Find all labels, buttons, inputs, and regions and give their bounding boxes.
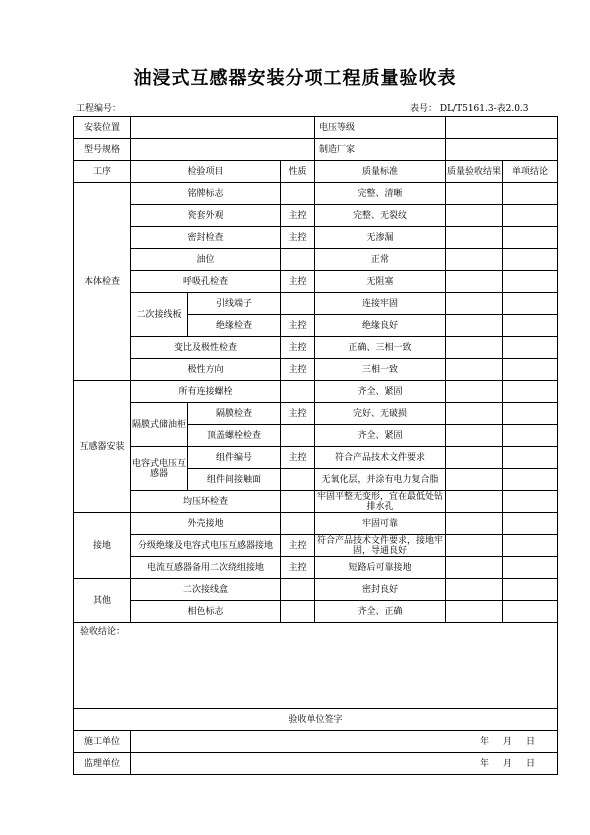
standard-cell: 无阻塞 — [315, 271, 446, 293]
result-cell[interactable] — [446, 381, 503, 403]
standard-cell: 正常 — [315, 249, 446, 271]
standard-cell: 完整、清晰 — [315, 183, 446, 205]
nature-cell — [281, 513, 315, 535]
table-row — [74, 271, 558, 293]
conclusion-cell[interactable] — [503, 359, 558, 381]
nature-cell: 主控 — [281, 557, 315, 579]
result-cell[interactable] — [446, 469, 503, 491]
item-cell: 密封检查 — [131, 227, 281, 249]
item-cell: 绝缘检查 — [188, 315, 281, 337]
sign-title-row — [74, 709, 558, 731]
standard-cell: 符合产品技术文件要求，接地牢固，导通良好 — [315, 535, 446, 557]
result-cell[interactable] — [446, 205, 503, 227]
standard-cell: 正确、三相一致 — [315, 337, 446, 359]
conclusion-cell[interactable] — [503, 183, 558, 205]
standard-cell: 连接牢固 — [315, 293, 446, 315]
construction-label: 施工单位 — [74, 731, 131, 753]
table-row — [74, 227, 558, 249]
result-cell[interactable] — [446, 447, 503, 469]
conclusion-cell[interactable] — [503, 403, 558, 425]
item-cell: 引线端子 — [188, 293, 281, 315]
conclusion-cell[interactable] — [503, 557, 558, 579]
conclusion-cell[interactable] — [503, 381, 558, 403]
item-cell: 极性方向 — [131, 359, 281, 381]
result-cell[interactable] — [446, 557, 503, 579]
subgroup-diaphragm-conservator: 隔膜式储油柜 — [131, 403, 188, 447]
standard-cell: 齐全、紧固 — [315, 425, 446, 447]
info-row — [74, 139, 558, 161]
form-number: 表号： DL/T5161.3-表2.0.3 — [410, 104, 529, 114]
project-number-label: 工程编号： — [76, 104, 122, 114]
col-nature: 性质 — [281, 161, 315, 183]
conclusion-cell[interactable] — [503, 271, 558, 293]
nature-cell — [281, 601, 315, 623]
table-row — [74, 601, 558, 623]
item-cell: 均压环检查 — [131, 491, 281, 513]
construction-row — [74, 731, 558, 753]
table-row — [74, 513, 558, 535]
result-cell[interactable] — [446, 271, 503, 293]
voltage-label: 电压等级 — [315, 117, 446, 139]
table-row — [74, 337, 558, 359]
table-row — [74, 535, 558, 557]
group-installation: 互感器安装 — [74, 381, 131, 513]
day-label: 日 — [525, 758, 535, 769]
result-cell[interactable] — [446, 491, 503, 513]
result-cell[interactable] — [446, 359, 503, 381]
result-cell[interactable] — [446, 601, 503, 623]
construction-sign-field[interactable] — [131, 731, 558, 753]
conclusion-cell[interactable] — [503, 425, 558, 447]
item-cell: 呼吸孔检查 — [131, 271, 281, 293]
acceptance-table — [73, 116, 558, 775]
nature-cell: 主控 — [281, 359, 315, 381]
maker-label: 制造厂家 — [315, 139, 446, 161]
standard-cell: 无氧化层，并涂有电力复合脂 — [315, 469, 446, 491]
conclusion-row — [74, 623, 558, 709]
voltage-field[interactable] — [446, 117, 558, 139]
nature-cell — [281, 293, 315, 315]
supervision-label: 监理单位 — [74, 753, 131, 775]
location-field[interactable] — [131, 117, 315, 139]
standard-cell: 符合产品技术文件要求 — [315, 447, 446, 469]
info-row — [74, 117, 558, 139]
conclusion-cell[interactable] — [503, 205, 558, 227]
supervision-sign-field[interactable] — [131, 753, 558, 775]
acceptance-conclusion[interactable]: 验收结论： — [74, 623, 558, 709]
subgroup-terminal-board: 二次接线板 — [131, 293, 188, 337]
standard-cell: 短路后可靠接地 — [315, 557, 446, 579]
table-row — [74, 249, 558, 271]
result-cell[interactable] — [446, 183, 503, 205]
nature-cell: 主控 — [281, 535, 315, 557]
nature-cell: 主控 — [281, 447, 315, 469]
location-label: 安装位置 — [74, 117, 131, 139]
group-grounding: 接地 — [74, 513, 131, 579]
item-cell: 瓷套外观 — [131, 205, 281, 227]
model-label: 型号规格 — [74, 139, 131, 161]
conclusion-cell[interactable] — [503, 293, 558, 315]
standard-cell: 无渗漏 — [315, 227, 446, 249]
table-row — [74, 359, 558, 381]
nature-cell — [281, 183, 315, 205]
item-cell: 外壳接地 — [131, 513, 281, 535]
result-cell[interactable] — [446, 425, 503, 447]
conclusion-cell[interactable] — [503, 337, 558, 359]
standard-cell: 牢固可靠 — [315, 513, 446, 535]
col-result: 质量验收结果 — [446, 161, 503, 183]
item-cell: 二次接线盒 — [131, 579, 281, 601]
nature-cell: 主控 — [281, 315, 315, 337]
table-row — [74, 491, 558, 513]
item-cell: 铭牌标志 — [131, 183, 281, 205]
day-label: 日 — [525, 736, 535, 747]
standard-cell: 齐全、正确 — [315, 601, 446, 623]
standard-cell: 完整、无裂纹 — [315, 205, 446, 227]
conclusion-cell[interactable] — [503, 579, 558, 601]
nature-cell — [281, 579, 315, 601]
conclusion-cell[interactable] — [503, 491, 558, 513]
conclusion-cell[interactable] — [503, 535, 558, 557]
header-row — [74, 161, 558, 183]
item-cell: 隔膜检查 — [188, 403, 281, 425]
standard-cell: 牢固平整无变形，宜在最低处钻排水孔 — [315, 491, 446, 513]
nature-cell — [281, 249, 315, 271]
standard-cell: 完好、无破损 — [315, 403, 446, 425]
page-title: 油浸式互感器安装分项工程质量验收表 — [133, 68, 457, 89]
supervision-row — [74, 753, 558, 775]
item-cell: 变比及极性检查 — [131, 337, 281, 359]
conclusion-cell[interactable] — [503, 469, 558, 491]
sign-title: 验收单位签字 — [74, 709, 558, 731]
item-cell: 相色标志 — [131, 601, 281, 623]
nature-cell: 主控 — [281, 205, 315, 227]
year-label: 年 — [479, 758, 489, 769]
nature-cell: 主控 — [281, 271, 315, 293]
result-cell[interactable] — [446, 293, 503, 315]
standard-cell: 密封良好 — [315, 579, 446, 601]
item-cell: 组件间接触面 — [188, 469, 281, 491]
item-cell: 油位 — [131, 249, 281, 271]
nature-cell: 主控 — [281, 227, 315, 249]
nature-cell — [281, 425, 315, 447]
item-cell: 所有连接螺栓 — [131, 381, 281, 403]
result-cell[interactable] — [446, 249, 503, 271]
col-standard: 质量标准 — [315, 161, 446, 183]
result-cell[interactable] — [446, 579, 503, 601]
standard-cell: 三相一致 — [315, 359, 446, 381]
nature-cell: 主控 — [281, 403, 315, 425]
result-cell[interactable] — [446, 337, 503, 359]
standard-cell: 绝缘良好 — [315, 315, 446, 337]
model-field[interactable] — [131, 139, 315, 161]
nature-cell — [281, 469, 315, 491]
result-cell[interactable] — [446, 403, 503, 425]
item-cell: 顶盖螺栓检查 — [188, 425, 281, 447]
conclusion-cell[interactable] — [503, 447, 558, 469]
result-cell[interactable] — [446, 535, 503, 557]
month-label: 月 — [502, 758, 512, 769]
conclusion-cell[interactable] — [503, 513, 558, 535]
conclusion-cell[interactable] — [503, 249, 558, 271]
subgroup-cvt: 电容式电压互感器 — [131, 447, 188, 491]
table-row — [74, 381, 558, 403]
year-label: 年 — [479, 736, 489, 747]
table-row — [74, 205, 558, 227]
item-cell: 分级绝缘及电容式电压互感器接地 — [131, 535, 281, 557]
table-row — [74, 183, 558, 205]
table-row — [74, 403, 558, 425]
item-cell: 电流互感器备用二次绕组接地 — [131, 557, 281, 579]
result-cell[interactable] — [446, 513, 503, 535]
month-label: 月 — [502, 736, 512, 747]
result-cell[interactable] — [446, 315, 503, 337]
nature-cell — [281, 381, 315, 403]
col-conclusion: 单项结论 — [503, 161, 558, 183]
table-row — [74, 557, 558, 579]
group-body-check: 本体检查 — [74, 183, 131, 381]
table-row — [74, 447, 558, 469]
standard-cell: 齐全、紧固 — [315, 381, 446, 403]
table-row — [74, 293, 558, 315]
conclusion-cell[interactable] — [503, 227, 558, 249]
group-other: 其他 — [74, 579, 131, 623]
table-row — [74, 579, 558, 601]
item-cell: 组件编号 — [188, 447, 281, 469]
result-cell[interactable] — [446, 227, 503, 249]
nature-cell — [281, 491, 315, 513]
conclusion-cell[interactable] — [503, 315, 558, 337]
conclusion-cell[interactable] — [503, 601, 558, 623]
nature-cell: 主控 — [281, 337, 315, 359]
col-item: 检验项目 — [131, 161, 281, 183]
col-process: 工序 — [74, 161, 131, 183]
maker-field[interactable] — [446, 139, 558, 161]
